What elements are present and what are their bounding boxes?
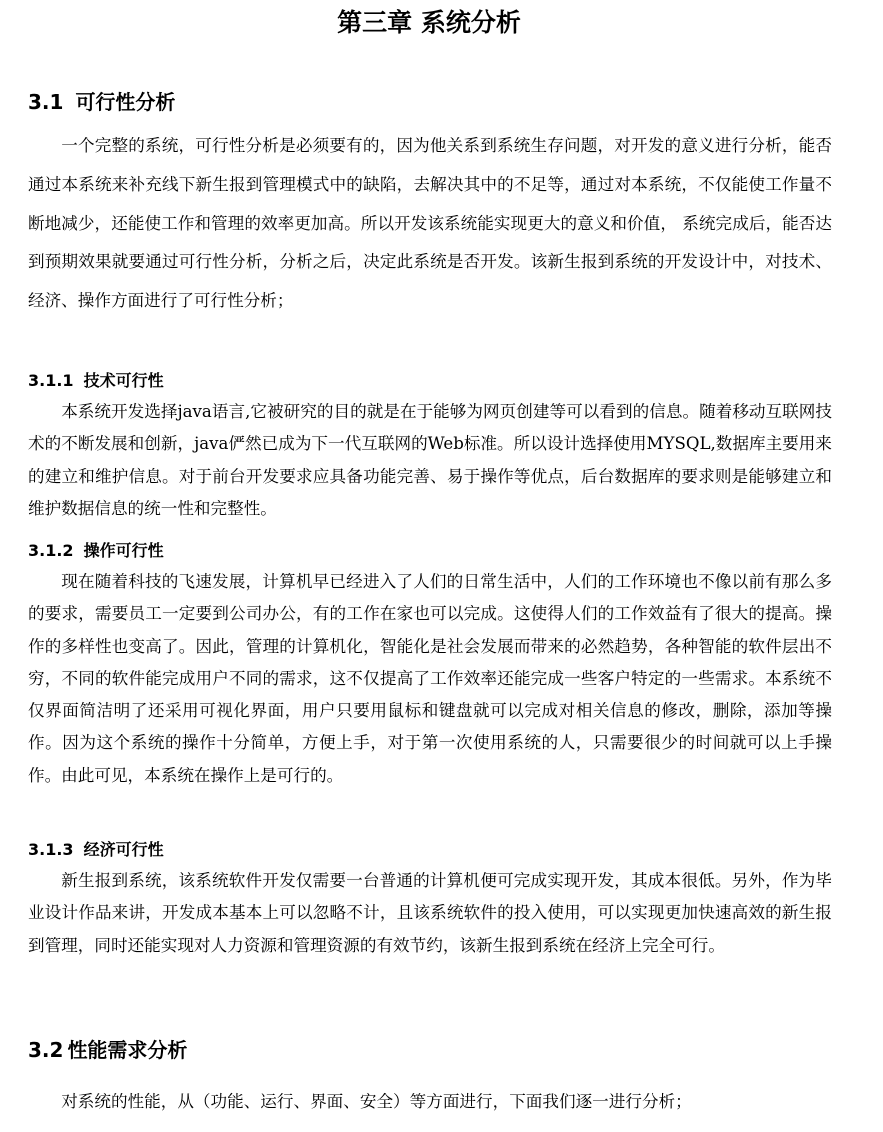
subsection-heading-3-1-1: [28, 370, 164, 392]
paragraph-economic-feasibility: 新生报到系统，该系统软件开发仅需要一台普通的计算机便可完成实现开发，其成本很低。另外，作为毕业设计作品来讲，开发成本基本上可以忽略不计，且该系统软件的投入使用，可以实现更加快速高效的新生报到管理，同时还能实现对人力资源和管理资源的有效节约，该新生报到系统在经济上完全可行。: [28, 871, 832, 955]
section-heading-3-2: [28, 1036, 187, 1064]
subsection-title: 经济可行性: [83, 840, 164, 859]
chapter-title: 第三章 系统分析: [337, 8, 521, 37]
section-number: 3.2: [28, 1038, 64, 1062]
section-heading-3-1: [28, 88, 175, 116]
subsection-heading-3-1-2: [28, 540, 164, 562]
paragraph-operational-feasibility: 现在随着科技的飞速发展，计算机早已经进入了人们的日常生活中，人们的工作环境也不像以前有那么多的要求，需要员工一定要到公司办公，有的工作在家也可以完成。这使得人们的工作效益有了很大的提高。操作的多样性也变高了。因此，管理的计算机化，智能化是社会发展而带来的必然趋势，各种智能的软件层出不穷，不同的软件能完成用户不同的需求，这不仅提高了工作效率还能完成一些客户特定的一些需求。本系统不仅界面简洁明了还采用可视化界面，用户只要用鼠标和键盘就可以完成对相关信息的修改，删除，添加等操作。因为这个系统的操作十分简单，方便上手，对于第一次使用系统的人，只需要很少的时间就可以上手操作。由此可见，本系统在操作上是可行的。: [28, 572, 832, 785]
section-number: 3.1: [28, 90, 64, 114]
subsection-title: 操作可行性: [83, 541, 164, 560]
subsection-number: 3.1.2: [28, 541, 74, 560]
subsection-title: 技术可行性: [83, 371, 164, 390]
subsection-heading-3-1-3: [28, 839, 164, 861]
section-title: 可行性分析: [75, 90, 176, 114]
section-title: 性能需求分析: [67, 1038, 188, 1062]
subsection-number: 3.1.3: [28, 840, 74, 859]
subsection-number: 3.1.1: [28, 371, 74, 390]
paragraph-feasibility-intro: 一个完整的系统，可行性分析是必须要有的，因为他关系到系统生存问题，对开发的意义进行分析，能否通过本系统来补充线下新生报到管理模式中的缺陷，去解决其中的不足等，通过对本系统，不仅能使工作量不断地减少，还能使工作和管理的效率更加高。所以开发该系统能实现更大的意义和价值， 系统完成后，能否达到预期效果就要通过可行性分析，分析之后，决定此系统是否开发。该新生报到系统的开发设计中，对技术、经济、操作方面进行了可行性分析；: [28, 136, 832, 311]
paragraph-performance-intro: 对系统的性能，从（功能、运行、界面、安全）等方面进行，下面我们逐一进行分析；: [61, 1092, 692, 1111]
paragraph-technical-feasibility: 本系统开发选择java语言,它被研究的目的就是在于能够为网页创建等可以看到的信息。随着移动互联网技术的不断发展和创新，java俨然已成为下一代互联网的Web标准。所以设计选择使用MYSQL,数据库主要用来的建立和维护信息。对于前台开发要求应具备功能完善、易于操作等优点，后台数据库的要求则是能够建立和维护数据信息的统一性和完整性。: [28, 402, 832, 518]
